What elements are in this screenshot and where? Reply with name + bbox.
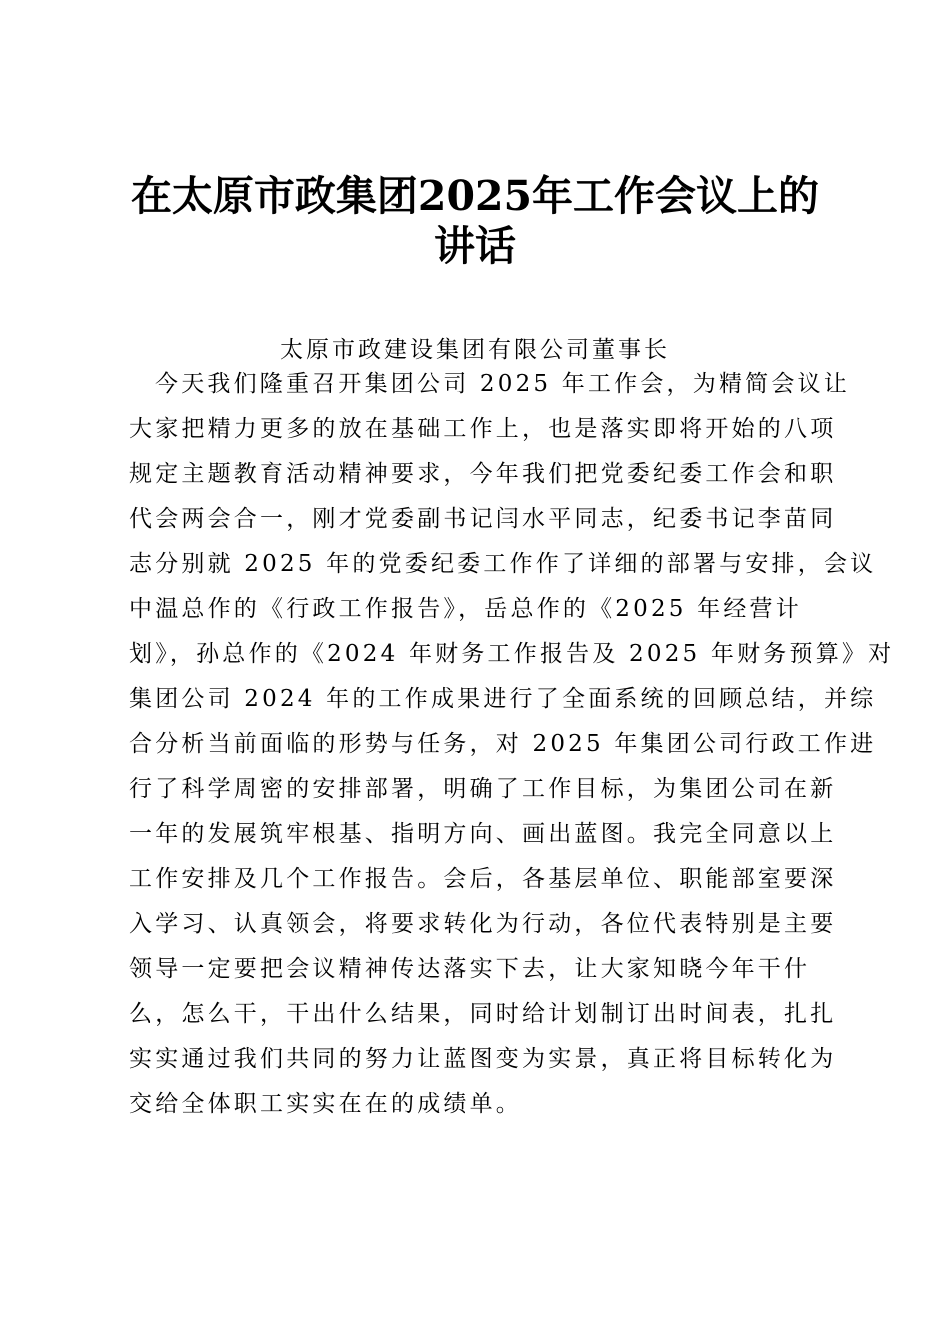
document-title-line-1: 在太原市政集团2025年工作会议上的 [130, 172, 820, 220]
document-title-line-2: 讲话 [434, 222, 516, 270]
paragraph-line: 代会两会合一，刚才党委副书记闫水平同志，纪委书记李苗同 [129, 506, 837, 532]
paragraph-line: 么，怎么干，干出什么结果，同时给计划制订出时间表，扎扎 [129, 1001, 837, 1027]
author-line: 太原市政建设集团有限公司董事长 [280, 337, 670, 363]
paragraph-line: 中温总作的《行政工作报告》，岳总作的《2025 年经营计 [129, 596, 802, 622]
paragraph-line: 行了科学周密的安排部署，明确了工作目标，为集团公司在新 [129, 776, 837, 802]
paragraph-line: 领导一定要把会议精神传达落实下去，让大家知晓今年干什 [129, 956, 811, 982]
paragraph-line: 一年的发展筑牢根基、指明方向、画出蓝图。我完全同意以上 [129, 821, 837, 847]
paragraph-line: 志分别就 2025 年的党委纪委工作作了详细的部署与安排，会议 [129, 551, 877, 577]
paragraph-line: 入学习、认真领会，将要求转化为行动，各位代表特别是主要 [129, 911, 837, 937]
paragraph-line: 规定主题教育活动精神要求，今年我们把党委纪委工作会和职 [129, 461, 837, 487]
paragraph-line: 集团公司 2024 年的工作成果进行了全面系统的回顾总结，并综 [129, 686, 877, 712]
paragraph-line: 工作安排及几个工作报告。会后，各基层单位、职能部室要深 [129, 866, 837, 892]
paragraph-line: 今天我们隆重召开集团公司 2025 年工作会，为精简会议让 [155, 371, 850, 397]
paragraph-line: 实实通过我们共同的努力让蓝图变为实景，真正将目标转化为 [129, 1046, 837, 1072]
paragraph-line: 大家把精力更多的放在基础工作上，也是落实即将开始的八项 [129, 416, 837, 442]
paragraph-line: 合分析当前面临的形势与任务，对 2025 年集团公司行政工作进 [129, 731, 877, 757]
paragraph-line: 划》，孙总作的《2024 年财务工作报告及 2025 年财务预算》对 [129, 641, 895, 667]
paragraph-line: 交给全体职工实实在在的成绩单。 [129, 1091, 522, 1117]
